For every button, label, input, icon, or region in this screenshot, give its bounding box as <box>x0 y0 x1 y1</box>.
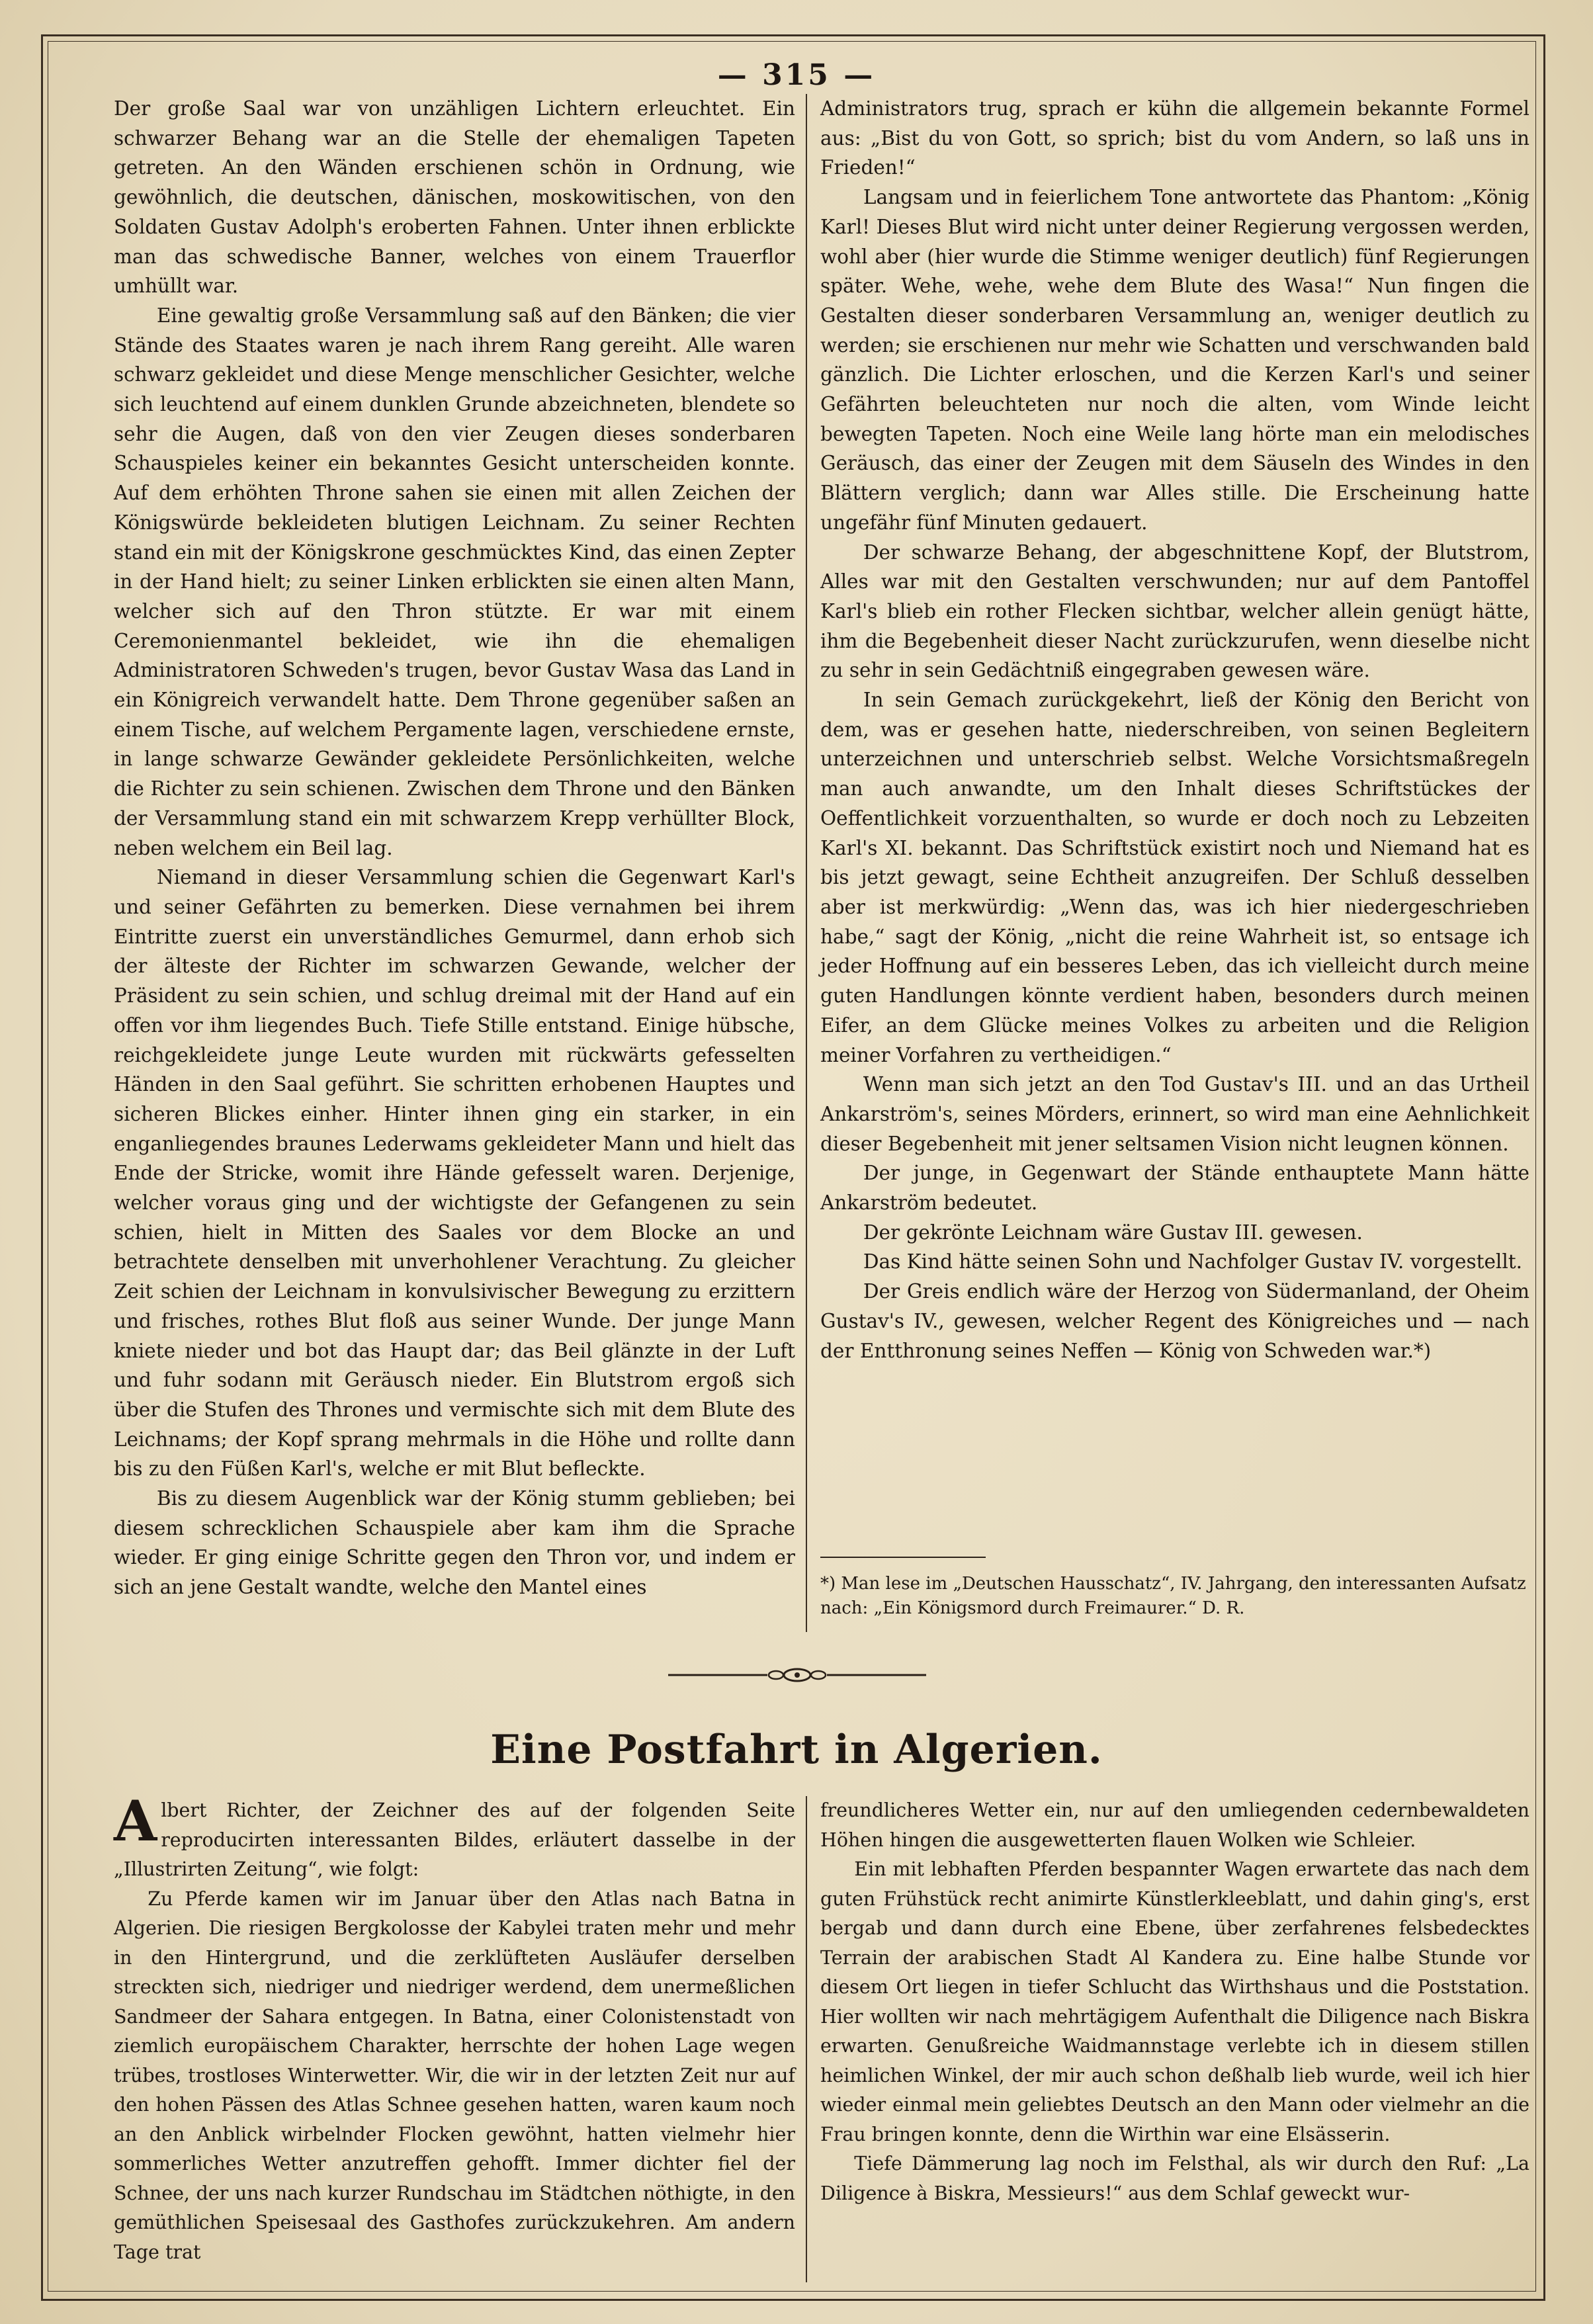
story-paragraph: Der junge, in Gegenwart der Stände enthauptete Mann hätte Ankarström bedeutet. <box>820 1162 1529 1215</box>
story-paragraph: Eine gewaltig große Versammlung saß auf den Bänken; die vier Stände des Staates waren je nach ihrem Rang gereiht. Alle waren schwarz gekleidet und diese Menge menschlicher Gesichter, welche sich leuchtend auf einem dunklen Grunde abzeichneten, blendete so sehr die Augen, daß von den vier Zeugen dieses sonderbaren Schauspieles keiner ein bekanntes Gesicht unterscheiden konnte. Auf dem erhöhten Throne sahen sie einen mit allen Zeichen der Königswürde bekleideten blutigen Leichnam. Zu seiner Rechten stand ein mit der Königskrone geschmücktes Kind, das einen Zepter in der Hand hielt; zu seiner Linken erblickten sie einen alten Mann, welcher sich auf den Thron stützte. Er war mit einem Ceremonienmantel bekleidet, wie ihn die ehemaligen Administratoren Schweden's trugen, bevor Gustav Wasa das Land in ein Königreich verwandelt hatte. Dem Throne gegenüber saßen an einem Tische, auf welchem Pergamente lagen, verschiedene ernste, in lange schwarze Gewänder gekleidete Persönlichkeiten, welche die Richter zu sein schienen. Zwischen dem Throne und den Bänken der Versammlung stand ein mit schwarzem Krepp verhüllter Block, neben welchem ein Beil lag. <box>114 304 795 859</box>
article-paragraph: freundlicheres Wetter ein, nur auf den umliegenden cedernbewaldeten Höhen hingen die ausgewetterten flauen Wolken wie Schleier. <box>820 1799 1529 1851</box>
story-paragraph: Administrators trug, sprach er kühn die allgemein bekannte Formel aus: „Bist du von Gott, so sprich; bist du vom Andern, so laß uns in Frieden!“ <box>820 97 1529 179</box>
story-paragraph: Der große Saal war von unzähligen Lichtern erleuchtet. Ein schwarzer Behang war an die Stelle der ehemaligen Tapeten getreten. An den Wänden erschienen schön in Ordnung, wie gewöhnlich, die deutschen, dänischen, moskowitischen, von den Soldaten Gustav Adolph's eroberten Fahnen. Unter ihnen erblickte man das schwedische Banner, welches von einem Trauerflor umhüllt war. <box>114 97 795 298</box>
story-paragraph: Bis zu diesem Augenblick war der König stumm geblieben; bei diesem schrecklichen Schauspiele aber kam ihm die Sprache wieder. Er ging einige Schritte gegen den Thron vor, und indem er sich an jene Gestalt wandte, welche den Mantel eines <box>114 1487 795 1599</box>
article-paragraph: Tiefe Dämmerung lag noch im Felsthal, als wir durch den Ruf: „La Diligence à Biskra, Messieurs!“ aus dem Schlaf geweckt wur- <box>820 2153 1529 2204</box>
article-title: Eine Postfahrt in Algerien. <box>490 1727 1103 1773</box>
story-paragraph: Langsam und in feierlichem Tone antwortete das Phantom: „König Karl! Dieses Blut wird nicht unter deiner Regierung vergossen werden, wohl aber (hier wurde die Stimme weniger deutlich) fünf Regierungen später. Wehe, wehe, wehe dem Blute des Wasa!“ Nun fingen die Gestalten dieser sonderbaren Versammlung an, weniger deutlich zu werden; sie erschienen nur mehr wie Schatten und verschwanden bald gänzlich. Die Lichter erloschen, und die Kerzen Karl's und seiner Gefährten beleuchteten nur noch die alten, vom Winde leicht bewegten Tapeten. Noch eine Weile lang hörte man ein melodisches Geräusch, das einer der Zeugen mit dem Säuseln des Windes in den Blättern verglich; dann war Alles stille. Die Erscheinung hatte ungefähr fünf Minuten gedauert. <box>820 186 1529 534</box>
drop-cap: A <box>114 1788 157 1854</box>
story-paragraph: In sein Gemach zurückgekehrt, ließ der König den Bericht von dem, was er gesehen hatte, niederschreiben, von seinen Begleitern unterzeichnen und unterschrieb selbst. Welche Vorsichtsmaßregeln man auch anwandte, um den Inhalt dieses Schriftstückes der Oeffentlichkeit vorzuenthalten, so wurde er doch noch zu Lebzeiten Karl's XI. bekannt. Das Schriftstück existirt noch und Niemand hat es bis jetzt gewagt, seine Echtheit anzugreifen. Der Schluß desselben aber ist merkwürdig: „Wenn das, was ich hier niedergeschrieben habe,“ sagt der König, „nicht die reine Wahrheit ist, so entsage ich jeder Hoffnung auf ein besseres Leben, das ich vielleicht durch meine guten Handlungen könnte verdient haben, besonders durch meinen Eifer, an dem Glücke meines Volkes zu arbeiten und die Religion meiner Vorfahren zu vertheidigen.“ <box>820 689 1529 1066</box>
story-paragraph: Der Greis endlich wäre der Herzog von Südermanland, der Oheim Gustav's IV., gewesen, welcher Regent des Königreiches und — nach der Entthronung seines Neffen — König von Schweden war.*) <box>820 1280 1529 1362</box>
footnote-text: *) Man lese im „Deutschen Hausschatz“, IV. Jahrgang, den interessanten Aufsatz nach: „Ein Königsmord durch Freimaurer.“ D. R. <box>820 1574 1526 1618</box>
story-left-column <box>114 94 795 1602</box>
story-paragraph: Der schwarze Behang, der abgeschnittene Kopf, der Blutstrom, Alles war mit den Gestalten verschwunden; nur auf dem Pantoffel Karl's blieb ein rother Flecken sichtbar, welcher allein genügt hätte, ihm die Begebenheit dieser Nacht zurückzurufen, wenn dieselbe nicht zu sehr in sein Gedächtniß eingegraben gewesen wäre. <box>820 540 1529 682</box>
article-paragraph: Ein mit lebhaften Pferden bespannter Wagen erwartete das nach dem guten Frühstück recht animirte Künstlerkleeblatt, und dahin ging's, erst bergab und dann durch eine Ebene, über zerfahrenes felsbedecktes Terrain der arabischen Stadt Al Kandera zu. Eine halbe Stunde vor diesem Ort liegen in tiefer Schlucht das Wirthshaus und die Poststation. Hier wollten wir nach mehrtägigem Aufenthalt die Diligence nach Biskra erwarten. Genußreiche Waidmannstage verlebte ich in diesem stillen heimlichen Winkel, der mir auch schon deßhalb lieb wurde, weil ich hier wieder einmal mein geliebtes Deutsch an den Mann oder vielmehr an die Frau bringen konnte, denn die Wirthin war eine Elsässerin. <box>820 1858 1529 2145</box>
story-paragraph: Niemand in dieser Versammlung schien die Gegenwart Karl's und seiner Gefährten zu bemerken. Diese vernahmen bei ihrem Eintritte zuerst ein unverständliches Gemurmel, dann erhob sich der älteste der Richter im schwarzen Gewande, welcher der Präsident zu sein schien, und schlug dreimal mit der Hand auf ein offen vor ihm liegendes Buch. Tiefe Stille entstand. Einige hübsche, reichgekleidete junge Leute wurden mit rückwärts gefesselten Händen in den Saal geführt. Sie schritten erhobenen Hauptes und sicheren Blickes einher. Hinter ihnen ging ein starker, in ein enganliegendes braunes Lederwams gekleideter Mann und hielt das Ende der Stricke, womit ihre Hände gefesselt waren. Derjenige, welcher voraus ging und der wichtigste der Gefangenen zu sein schien, hielt in Mitten des Saales vor dem Blocke an und betrachtete denselben mit unverhohlener Verachtung. Zu gleicher Zeit schien der Leichnam in konvulsivischer Bewegung zu erzittern und frisches, rothes Blut floß aus seiner Wunde. Der junge Mann kniete nieder und bot das Haupt dar; das Beil glänzte in der Luft und fuhr sodann mit Geräusch nieder. Ein Blutstrom ergoß sich über die Stufen des Thrones und vermischte sich mit dem Blute des Leichnams; der Kopf sprang mehrmals in die Höhe und rollte dann bis zu den Füßen Karl's, welche er mit Blut befleckte. <box>114 866 795 1481</box>
article-right-column <box>820 1796 1529 2208</box>
footnote-rule <box>820 1557 986 1558</box>
footnote <box>820 1572 1529 1621</box>
column-divider <box>806 1796 807 2282</box>
story-paragraph: Das Kind hätte seinen Sohn und Nachfolger Gustav IV. vorgestellt. <box>863 1250 1523 1273</box>
article-first-paragraph <box>114 1788 795 1885</box>
section-divider-ornament <box>668 1662 926 1688</box>
story-paragraph: Der gekrönte Leichnam wäre Gustav III. gewesen. <box>863 1221 1363 1244</box>
article-left-column <box>114 1788 795 2267</box>
column-divider <box>806 94 807 1632</box>
article-paragraph: Zu Pferde kamen wir im Januar über den Atlas nach Batna in Algerien. Die riesigen Bergkolosse der Kabylei traten mehr und mehr in den Hintergrund, und die zerklüfteten Ausläufer derselben streckten sich, niedriger und niedriger werdend, dem unermeßlichen Sandmeer der Sahara entgegen. In Batna, einer Colonistenstadt von ziemlich europäischem Charakter, herrschte der hohen Lage wegen trübes, trostloses Winterwetter. Wir, die wir in der letzten Zeit nur auf den hohen Pässen des Atlas Schnee gesehen hatten, waren kaum noch an den Anblick wirbelnder Flocken gewöhnt, hatten vielmehr hier sommerliches Wetter anzutreffen gehofft. Immer dichter fiel der Schnee, der uns nach kurzer Rundschau im Städtchen nöthigte, in den gemüthlichen Speisesaal des Gasthofes zurückzukehren. Am andern Tage trat <box>114 1887 795 2263</box>
page-number: — 315 — <box>717 58 876 92</box>
story-paragraph: Wenn man sich jetzt an den Tod Gustav's III. und an das Urtheil Ankarström's, seines Mörders, erinnert, so wird man eine Aehnlichkeit dieser Begebenheit mit jener seltsamen Vision nicht leugnen können. <box>820 1073 1529 1155</box>
article-paragraph-text: lbert Richter, der Zeichner des auf der folgenden Seite reproducirten interessanten Bildes, erläutert dasselbe in der „Illustrirten Zeitung“, wie folgt: <box>114 1799 795 1880</box>
story-right-column <box>820 94 1529 1365</box>
